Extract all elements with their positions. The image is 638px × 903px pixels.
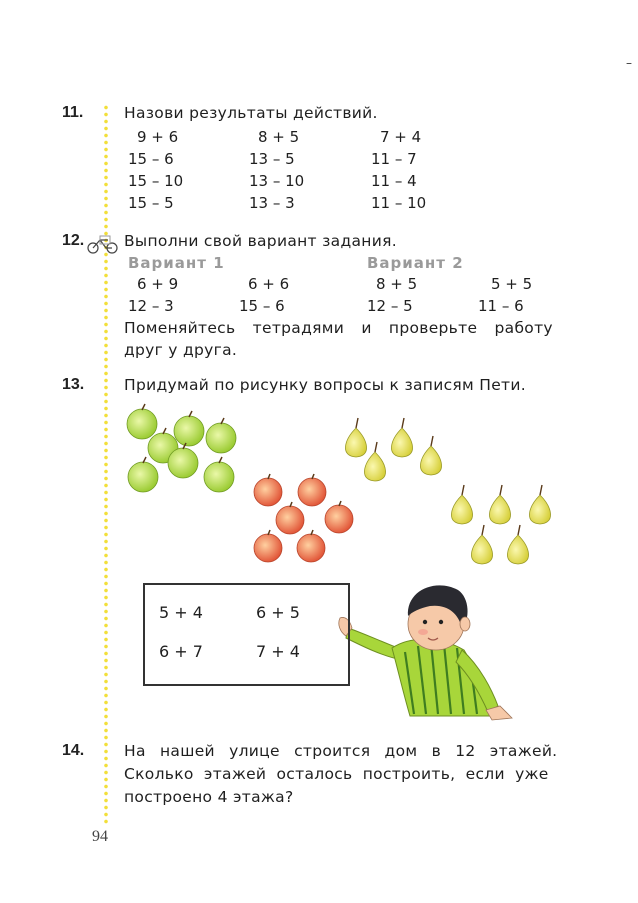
task-14-line-1 [124, 742, 556, 760]
pear [471, 525, 492, 564]
pear [489, 485, 510, 524]
record-3: 6 + 7 [159, 642, 203, 661]
expr: 11 – 7 [371, 150, 417, 168]
green-apples [127, 404, 236, 492]
v2-expr: 8 + 5 [376, 275, 418, 293]
pear [345, 418, 366, 457]
records-box [143, 583, 350, 686]
red-apple [298, 474, 326, 506]
task-12-number: 12. [62, 232, 85, 249]
pear [420, 436, 441, 475]
variant-1-label: Вариант 1 [128, 254, 225, 272]
expr: 13 – 10 [249, 172, 305, 190]
expr: 11 – 10 [371, 194, 427, 212]
v1-expr: 6 + 6 [248, 275, 290, 293]
green-apple [128, 457, 158, 492]
record-2: 6 + 5 [256, 603, 300, 622]
red-apples [254, 474, 353, 562]
green-apple [174, 411, 204, 446]
green-apple [204, 457, 234, 492]
expr: 15 – 5 [128, 194, 174, 212]
expr: 7 + 4 [380, 128, 422, 146]
v2-expr: 5 + 5 [491, 275, 533, 293]
task-12-text: Выполни свой вариант задания. [124, 232, 397, 250]
pear [529, 485, 550, 524]
task-14-line-1-text: На нашей улице строится дом в 12 этажей. [124, 742, 558, 760]
expr: 13 – 5 [249, 150, 295, 168]
green-apple [206, 418, 236, 453]
variant-2-label: Вариант 2 [367, 254, 464, 272]
task-13-text: Придумай по рисунку вопросы к записям Пети. [124, 376, 526, 394]
v1-expr: 12 – 3 [128, 297, 174, 315]
red-apple [254, 530, 282, 562]
task-11-text: Назови результаты действий. [124, 104, 378, 122]
red-apple [254, 474, 282, 506]
expr: 11 – 4 [371, 172, 417, 190]
red-apple [276, 502, 304, 534]
expr: 13 – 3 [249, 194, 295, 212]
page-number: 94 [92, 828, 108, 845]
pear [364, 442, 385, 481]
task-11-number: 11. [62, 104, 84, 121]
expr: 15 – 10 [128, 172, 184, 190]
task-12-line-3-text: Поменяйтесь тетрадями и проверьте работу [124, 319, 553, 337]
pear [391, 418, 412, 457]
red-apple [325, 501, 353, 533]
task-13-number: 13. [62, 376, 85, 393]
pear [507, 525, 528, 564]
expr: 9 + 6 [137, 128, 179, 146]
v2-expr: 12 – 5 [367, 297, 413, 315]
record-4: 7 + 4 [256, 642, 300, 661]
expr: 15 – 6 [128, 150, 174, 168]
v2-expr: 11 – 6 [478, 297, 524, 315]
task-12-line-4: друг у друга. [124, 341, 238, 359]
pears [345, 418, 550, 564]
edge-mark: – [626, 56, 632, 70]
v1-expr: 6 + 9 [137, 275, 179, 293]
record-1: 5 + 4 [159, 603, 203, 622]
v1-expr: 15 – 6 [239, 297, 285, 315]
red-apple [297, 530, 325, 562]
green-apple [127, 404, 157, 439]
pear [451, 485, 472, 524]
expr: 8 + 5 [258, 128, 300, 146]
task-14-line-3: построено 4 этажа? [124, 788, 294, 806]
task-14-line-2: Сколько этажей осталось построить, если уже [124, 765, 549, 783]
task-14-number: 14. [62, 742, 85, 759]
boy-illustration [339, 585, 512, 720]
